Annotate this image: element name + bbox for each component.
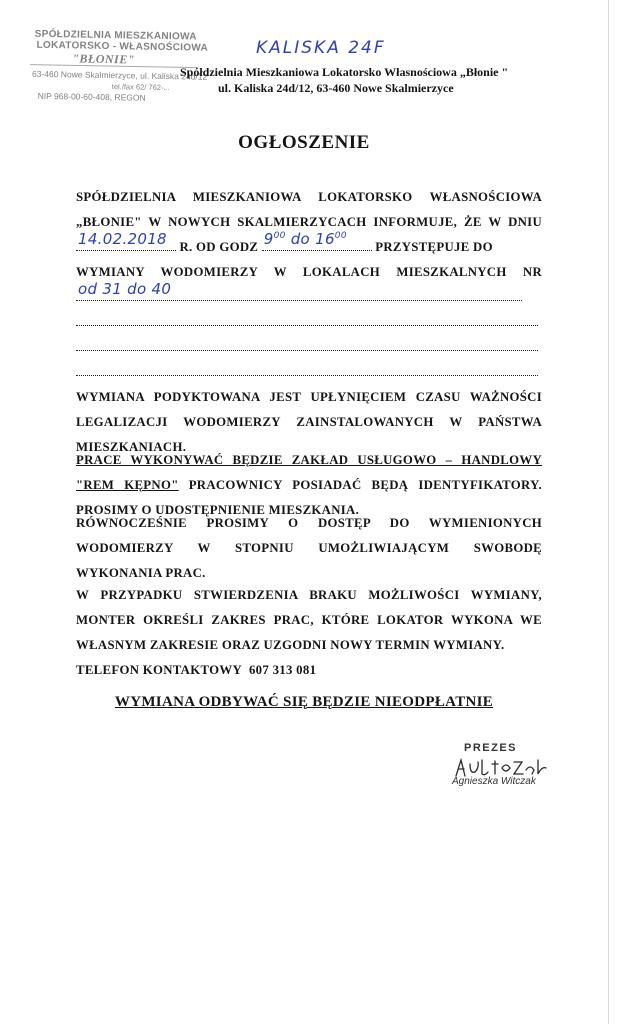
text-line: W PRZYPADKU STWIERDZENIA BRAKU MOŻLIWOŚCI WYMIANY,: [76, 588, 542, 602]
text-line: MONTER OKREŚLI ZAKRES PRAC, KTÓRE LOKATOR WYKONA WE: [76, 613, 542, 627]
text-line: „BŁONIE" W NOWYCH SKALMIERZYCACH INFORMUJE, ŻE W DNIU: [76, 215, 542, 229]
phone-number: 607 313 081: [248, 663, 317, 677]
apartments-line: [76, 280, 542, 310]
contractor-name: "REM KĘPNO": [76, 478, 179, 492]
text-line: WYMIANA PODYKTOWANA JEST UPŁYNIĘCIEM CZASU WAŻNOŚCI: [76, 390, 542, 404]
text-line: MIESZKANIACH.: [76, 440, 187, 454]
handwritten-address: KALISKA 24F: [256, 38, 386, 58]
text-line: WYKONANIA PRAC.: [76, 566, 206, 580]
identifiers-text: PRACOWNICY POSIADAĆ BĘDĄ IDENTYFIKATORY.: [188, 478, 542, 492]
phone-label: TELEFON KONTAKTOWY: [76, 663, 242, 677]
text-line: LEGALIZACJI WODOMIERZY ZAINSTALOWANYCH W PAŃSTWA: [76, 415, 542, 429]
hour-separator: do: [290, 230, 311, 248]
signature-block: [452, 738, 562, 787]
contractor-line: PRACE WYKONYWAĆ BĘDZIE ZAKŁAD USŁUGOWO – HANDLOWY: [76, 453, 542, 467]
apartments-field: [76, 280, 522, 301]
stamp-line-4: 63-460 Nowe Skalmierzyce, ul. Kaliska 24d/12: [31, 68, 208, 82]
signature-role: PREZES: [464, 742, 518, 754]
after-hours-text: PRZYSTĘPUJE DO: [375, 240, 493, 254]
dotted-line: [76, 336, 538, 351]
letterhead-name: Spółdzielnia Mieszkaniowa Lokatorsko Własnościowa „Błonie ": [180, 65, 509, 79]
text-line: WODOMIERZY W STOPNIU UMOŻLIWIAJĄCYM SWOBODĘ: [76, 541, 542, 555]
stamp-line-5: tel./fax 62/ 762-...: [111, 82, 170, 93]
announcement-paragraph-1: [76, 185, 542, 385]
page-title: OGŁOSZENIE: [238, 132, 370, 153]
text-line: RÓWNOCZEŚNIE PROSIMY O DOSTĘP DO WYMIENIONYCH: [76, 516, 542, 530]
dotted-line: [76, 361, 538, 376]
stamp-line-6: NIP 968-00-60-408, REGON: [37, 90, 146, 103]
hour-from-minutes: 00: [273, 231, 286, 241]
date-field: [76, 230, 176, 251]
hour-from: 9: [263, 230, 274, 248]
text-line: SPÓŁDZIELNIA MIESZKANIOWA LOKATORSKO WŁASNOŚCIOWA: [76, 190, 542, 204]
stamp-line-1: SPÓŁDZIELNIA MIESZKANIOWA: [34, 28, 197, 43]
apartments-handwritten: od 31 do 40: [78, 280, 172, 298]
letterhead: [180, 64, 600, 96]
blank-dotted-line: [76, 310, 542, 335]
announcement-paragraph-6: [76, 583, 542, 683]
cooperative-stamp: [11, 24, 209, 125]
text-line: WŁASNYM ZAKRESIE ORAZ UZGODNI NOWY TERMIN WYMIANY.: [76, 638, 505, 652]
announcement-paragraph-5: [76, 511, 542, 586]
text-line: WYMIANY WODOMIERZY W LOKALACH MIESZKALNYCH NR: [76, 265, 542, 279]
stamp-line-2: LOKATORSKO - WŁASNOŚCIOWA: [36, 39, 209, 54]
stamp-line-3: "BŁONIE": [72, 51, 136, 67]
text-line: PROSIMY O UDOSTĘPNIENIE MIESZKANIA.: [76, 503, 360, 517]
blank-dotted-line: [76, 360, 542, 385]
blank-dotted-line: [76, 335, 542, 360]
hours-handwritten: [264, 224, 347, 252]
date-handwritten: 14.02.2018: [78, 230, 167, 248]
hours-field: [262, 230, 372, 251]
date-line: [76, 230, 542, 260]
from-hours-label: R. OD GODZ: [179, 240, 259, 254]
phone-line: [76, 658, 542, 683]
hour-to: 16: [315, 230, 335, 248]
contractor-line-2: [76, 473, 542, 498]
signatory-name: Agnieszka Witczak: [452, 776, 536, 787]
letterhead-address: ul. Kaliska 24d/12, 63-460 Nowe Skalmierzyce: [218, 81, 454, 95]
dotted-line: [76, 311, 538, 326]
hour-to-minutes: 00: [334, 231, 347, 241]
free-of-charge-notice: WYMIANA ODBYWAĆ SIĘ BĘDZIE NIEODPŁATNIE: [114, 694, 494, 710]
